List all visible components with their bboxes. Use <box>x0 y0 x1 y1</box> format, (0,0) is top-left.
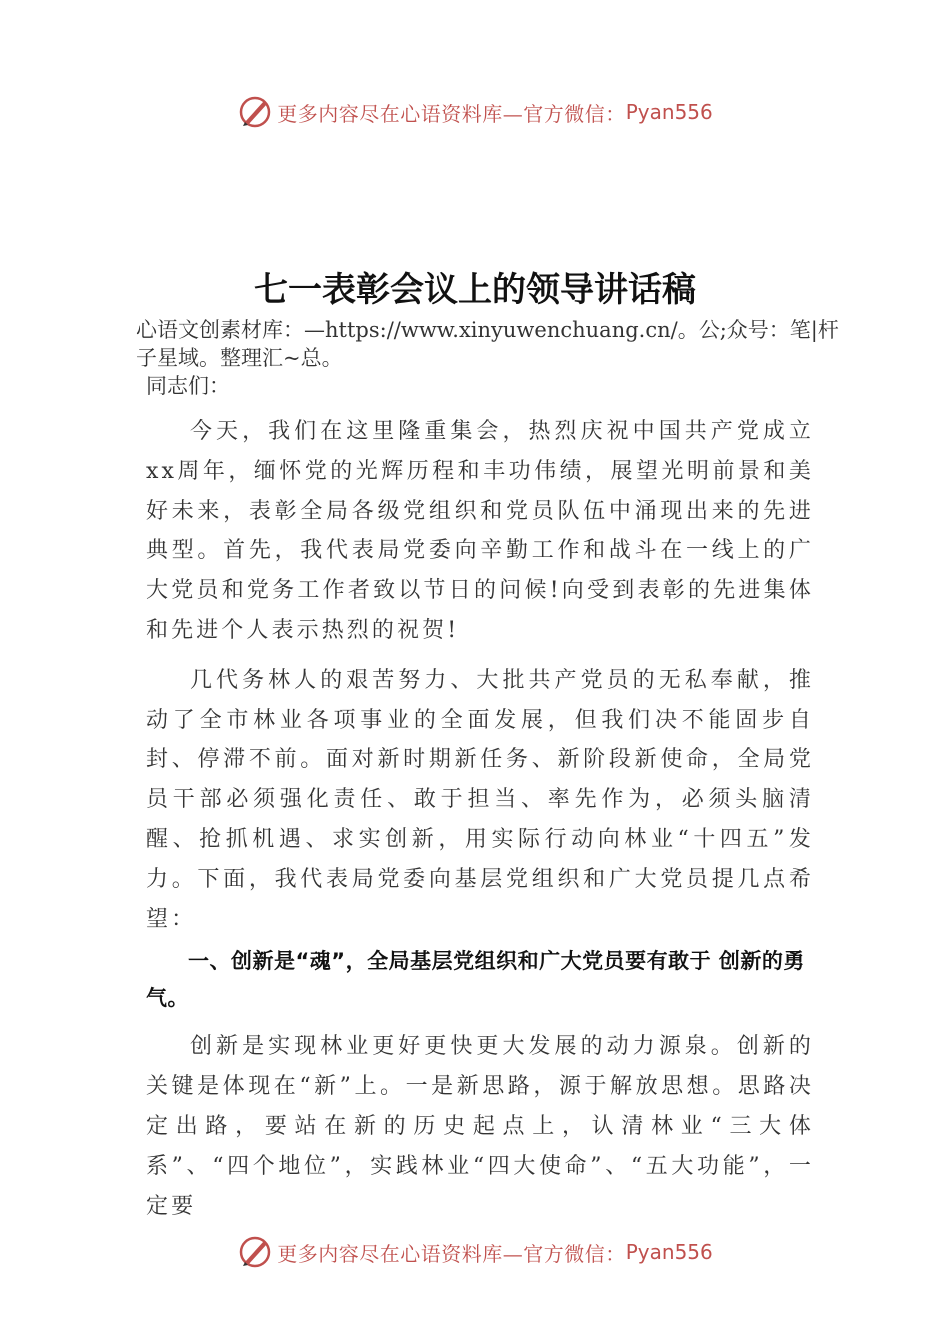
header-banner <box>0 92 950 132</box>
source-note: 心语文创素材库：—https://www.xinyuwenchuang.cn/。公;众号：笔|杆子星域。整理汇~总。 <box>136 318 839 370</box>
document-title: 七一表彰会议上的领导讲话稿 <box>254 270 696 310</box>
banner-text: 更多内容尽在心语资料库—官方微信： <box>277 101 626 126</box>
paragraph: 几代务林人的艰苦努力、大批共产党员的无私奉献，推动了全市林业各项事业的全面发展，但我们决不能固步自封、停滞不前。面对新时期新任务、新阶段新使命，全局党员干部必须强化责任、敢于担当、率先作为，必须头脑清醒、抢抓机遇、求实创新，用实际行动向林业“十四五”发力。下面，我代表局党委向基层党组织和广大党员提几点希望： <box>146 667 814 932</box>
pen-circle-icon <box>237 94 273 130</box>
section-heading: 一、创新是“魂”，全局基层党组织和广大党员要有敢于 创新的勇气。 <box>146 949 805 1011</box>
paragraph: 今天，我们在这里隆重集会，热烈庆祝中国共产党成立xx周年，缅怀党的光辉历程和丰功伟绩，展望光明前景和美好未来，表彰全局各级党组织和党员队伍中涌现出来的先进典型。首先，我代表局党委向辛勤工作和战斗在一线上的广大党员和党务工作者致以节日的问候!向受到表彰的先进集体和先进个人表示热烈的祝贺! <box>146 419 814 643</box>
salutation: 同志们： <box>146 374 230 398</box>
pen-circle-icon <box>237 1234 273 1270</box>
banner-text: 更多内容尽在心语资料库—官方微信： <box>277 1241 626 1266</box>
banner-wechat-id: Pyan556 <box>625 100 713 124</box>
document-body <box>146 370 814 1226</box>
banner-wechat-id: Pyan556 <box>625 1240 713 1264</box>
paragraph: 创新是实现林业更好更快更大发展的动力源泉。创新的关键是体现在“新”上。一是新思路，源于解放思想。思路决定出路，要站在新的历史起点上，认清林业“三大体系”、“四个地位”，实践林业“四大使命”、“五大功能”，一定要 <box>146 1034 814 1219</box>
footer-banner <box>0 1232 950 1272</box>
